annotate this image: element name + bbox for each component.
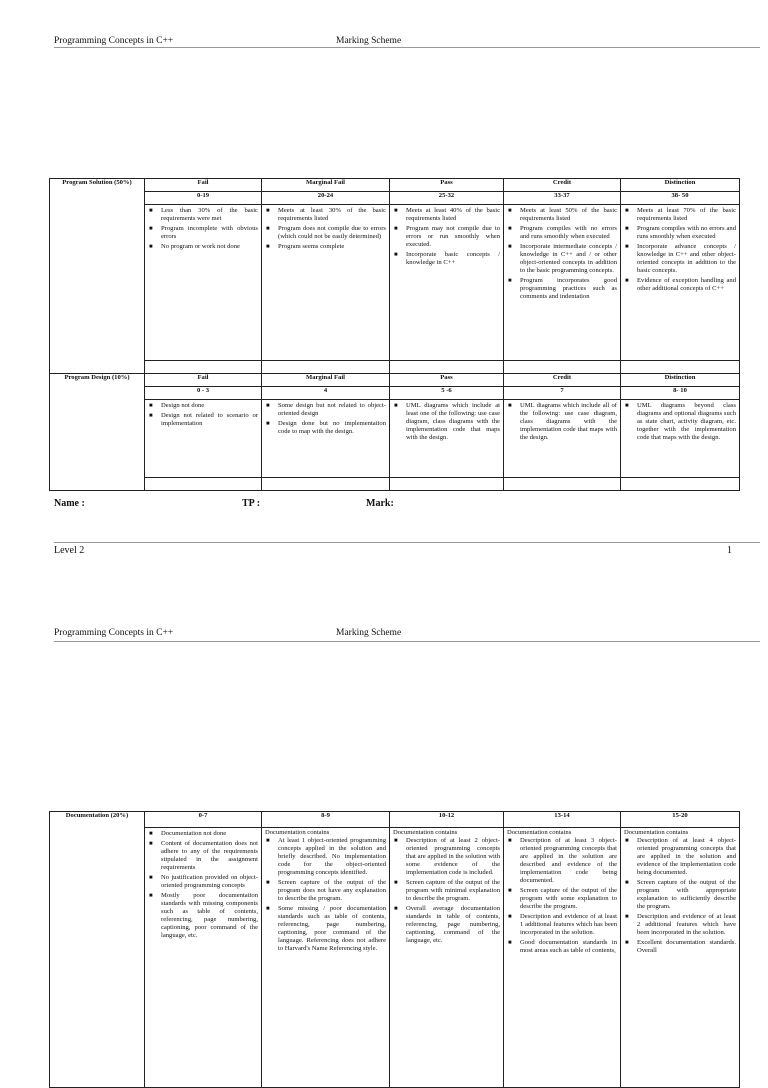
range-header: 8-9 xyxy=(262,812,390,828)
criteria-item: ■ Screen capture of the output of the program does not have any explanation to describe the program. xyxy=(278,879,386,903)
criteria-cell xyxy=(621,400,740,478)
criteria-item: ■ No program or work not done xyxy=(161,243,258,251)
grade-header: Credit xyxy=(504,179,621,192)
header-course: Programming Concepts in C++ xyxy=(54,36,174,46)
criteria-item: ■ Meets at least 40% of the basic requirements listed xyxy=(406,207,500,223)
criterion-program-design: Program Design (10%) xyxy=(50,374,145,491)
grade-header: Marginal Fail xyxy=(262,374,390,387)
spacer-cell xyxy=(504,478,621,491)
cell-intro: Documentation contains xyxy=(624,829,689,836)
criteria-item: ■ Description of at least 4 object-oriented programming concepts that are applied in the solution and evidence of the implementation code being documented. xyxy=(637,837,736,877)
range-header: 13-14 xyxy=(504,812,621,828)
spacer-cell xyxy=(390,478,504,491)
spacer-cell xyxy=(621,478,740,491)
criteria-item: ■ Some design but not related to object-oriented design xyxy=(278,402,386,418)
criteria-cell xyxy=(390,828,504,1088)
criteria-cell xyxy=(504,205,621,361)
spacer-cell xyxy=(504,361,621,374)
criteria-item: ■ Program compiles with no errors and runs smoothly when executed xyxy=(520,225,617,241)
range-header: 0 - 3 xyxy=(145,387,262,400)
mark-label: Mark: xyxy=(366,498,394,509)
criteria-cell xyxy=(504,400,621,478)
criteria-item: ■ Description of at least 3 object-oriented programming concepts that are applied in the solution are described and evidence of the implementation code being documented. xyxy=(520,837,617,885)
range-header: 15-20 xyxy=(621,812,740,828)
criteria-item: ■ At least 1 object-oriented programming concepts applied in the solution and briefly described. No implementation code for the object-oriented programming concepts identified. xyxy=(278,837,386,877)
range-header: 5 -6 xyxy=(390,387,504,400)
range-header: 33-37 xyxy=(504,192,621,205)
header-rule xyxy=(54,47,760,48)
rubric-table-1 xyxy=(49,178,740,491)
criteria-item: ■ Description and evidence of at least 1 additional features which has been incorporated in the solution. xyxy=(520,913,617,937)
criteria-cell xyxy=(390,205,504,361)
grade-header: Fail xyxy=(145,374,262,387)
grade-header: Pass xyxy=(390,374,504,387)
criteria-cell xyxy=(262,828,390,1088)
criteria-item: ■ UML diagrams which include at least one of the following: use case diagram, class diagrams with the implementation code that maps with the design. xyxy=(406,402,500,442)
criteria-item: ■ UML diagrams which include all of the following: use case diagram, class diagrams with the implementation code that maps with the design. xyxy=(520,402,617,442)
criteria-item: ■ Program incorporates good programming practices such as comments and indentation xyxy=(520,277,617,301)
criteria-item: ■ Incorporate intermediate concepts / knowledge in C++ and / or other object-oriented concepts in addition to the basic programming concepts. xyxy=(520,243,617,275)
header-doc: Marking Scheme xyxy=(336,628,402,638)
criteria-item: ■ Meets at least 30% of the basic requirements listed xyxy=(278,207,386,223)
criteria-item: ■ Some missing / poor documentation standards such as table of contents, referencing, page numbering, captioning, poor command of the language. Referencing does not adhere to Harvard's Name Referencing style. xyxy=(278,905,386,953)
criteria-item: ■ Screen capture of the output of the program with appropriate explanation to sufficiently describe the program. xyxy=(637,879,736,911)
criteria-cell xyxy=(145,400,262,478)
spacer-cell xyxy=(145,361,262,374)
criteria-item: ■ Incorporate basic concepts / knowledge in C++ xyxy=(406,251,500,267)
criterion-documentation: Documentation (20%) xyxy=(50,812,145,1088)
range-header: 8- 10 xyxy=(621,387,740,400)
rubric-table-2 xyxy=(49,811,740,1088)
range-header: 10-12 xyxy=(390,812,504,828)
criteria-item: ■ Less than 30% of the basic requirements were met xyxy=(161,207,258,223)
criteria-item: ■ Meets at least 50% of the basic requirements listed xyxy=(520,207,617,223)
footer-page-number: 1 xyxy=(727,545,732,556)
criteria-cell xyxy=(262,400,390,478)
range-header: 7 xyxy=(504,387,621,400)
range-header: 0-7 xyxy=(145,812,262,828)
tp-label: TP : xyxy=(242,498,261,509)
name-label: Name : xyxy=(54,498,85,509)
cell-intro: Documentation contains xyxy=(507,829,572,836)
range-header: 20-24 xyxy=(262,192,390,205)
criteria-item: ■ Screen capture of the output of the program with minimal explanation to describe the program. xyxy=(406,879,500,903)
criteria-cell xyxy=(621,205,740,361)
footer-rule xyxy=(54,542,760,543)
criteria-item: ■ Mostly poor documentation standards with missing components such as table of contents, referencing, page numbering, captioning, poor command of the language, etc. xyxy=(161,892,258,940)
grade-header: Credit xyxy=(504,374,621,387)
criteria-item: ■ Content of documentation does not adhere to any of the requirements stipulated in the assignment requirements xyxy=(161,840,258,872)
header-course: Programming Concepts in C++ xyxy=(54,628,174,638)
range-header: 4 xyxy=(262,387,390,400)
criteria-item: ■ Meets at least 70% of the basic requirements listed xyxy=(637,207,736,223)
header-rule xyxy=(54,641,760,642)
cell-intro: Documentation contains xyxy=(393,829,458,836)
criteria-item: ■ Design done but no implementation code to map with the design. xyxy=(278,420,386,436)
criteria-item: ■ UML diagrams beyond class diagrams and optional diagrams such as state chart, activity diagram, etc. together with the implementation code that maps with the design. xyxy=(637,402,736,442)
criteria-cell xyxy=(621,828,740,1088)
criteria-item: ■ Excellent documentation standards. Overall xyxy=(637,939,736,955)
criteria-cell xyxy=(145,205,262,361)
page1-footer xyxy=(54,545,760,556)
criteria-item: ■ Program incomplete with obvious errors xyxy=(161,225,258,241)
criteria-cell xyxy=(262,205,390,361)
criteria-cell xyxy=(145,828,262,1088)
grade-header: Pass xyxy=(390,179,504,192)
criteria-item: ■ No justification provided on object-oriented programming concepts xyxy=(161,874,258,890)
grade-header: Distinction xyxy=(621,374,740,387)
criteria-item: ■ Incorporate advance concepts / knowledge in C++ and other object-oriented concepts in addition to the basic concepts. xyxy=(637,243,736,275)
criteria-item: ■ Overall average documentation standards in table of contents, referencing, page numbering, captioning, command of the language, etc. xyxy=(406,905,500,945)
criteria-item: ■ Description and evidence of at least 2 additional features which have been incorporated in the solution. xyxy=(637,913,736,937)
range-header: 25-32 xyxy=(390,192,504,205)
criteria-item: ■ Program may not compile due to errors or run smoothly when executed. xyxy=(406,225,500,249)
criteria-item: ■ Design not done xyxy=(161,402,258,410)
spacer-cell xyxy=(145,478,262,491)
grade-header: Marginal Fail xyxy=(262,179,390,192)
spacer-cell xyxy=(621,361,740,374)
criteria-item: ■ Documentation not done xyxy=(161,830,258,838)
criteria-cell xyxy=(504,828,621,1088)
criteria-item: ■ Description of at least 2 object-oriented programming concepts that are applied in the solution with some evidence of the implementation code is included. xyxy=(406,837,500,877)
header-doc: Marking Scheme xyxy=(336,36,402,46)
spacer-cell xyxy=(262,478,390,491)
grade-header: Fail xyxy=(145,179,262,192)
spacer-cell xyxy=(390,361,504,374)
cell-intro: Documentation contains xyxy=(265,829,330,836)
criterion-program-solution: Program Solution (50%) xyxy=(50,179,145,374)
range-header: 0-19 xyxy=(145,192,262,205)
criteria-item: ■ Good documentation standards in most areas such as table of contents, xyxy=(520,939,617,955)
criteria-item: ■ Screen capture of the output of the program with some explanation to describe the program. xyxy=(520,887,617,911)
criteria-item: ■ Program compiles with no errors and runs smoothly when executed xyxy=(637,225,736,241)
footer-level: Level 2 xyxy=(54,545,85,556)
criteria-item: ■ Design not related to scenario or implementation xyxy=(161,412,258,428)
spacer-cell xyxy=(262,361,390,374)
criteria-item: ■ Program does not compile due to errors (which could not be easily determined) xyxy=(278,225,386,241)
criteria-cell xyxy=(390,400,504,478)
criteria-item: ■ Evidence of exception handling and other additional concepts of C++ xyxy=(637,277,736,293)
grade-header: Distinction xyxy=(621,179,740,192)
range-header: 38- 50 xyxy=(621,192,740,205)
criteria-item: ■ Program seems complete xyxy=(278,243,386,251)
